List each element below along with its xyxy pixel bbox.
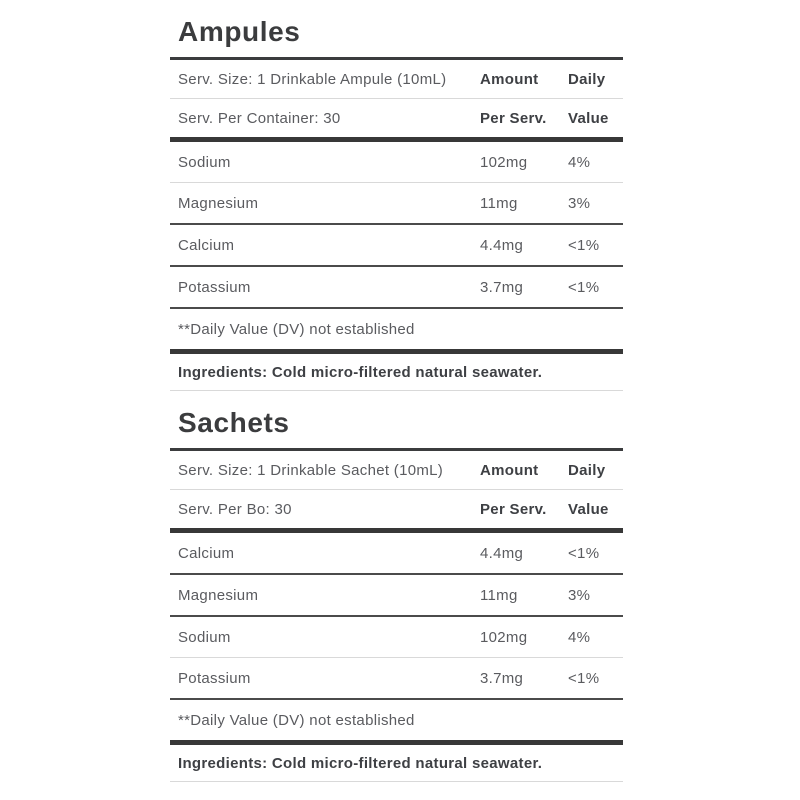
nutrient-row [170, 183, 623, 225]
servings-per-row [170, 99, 623, 142]
nutrient-amount: 102mg [480, 153, 528, 171]
nutrient-name: Sodium [178, 153, 231, 171]
daily-value-note: **Daily Value (DV) not established [178, 320, 415, 338]
ingredients-text: Ingredients: Cold micro-filtered natural seawater. [178, 363, 543, 381]
nutrient-daily-value: <1% [568, 669, 600, 687]
amount-column-header: Amount [480, 70, 539, 88]
nutrient-amount: 11mg [480, 586, 518, 604]
serving-size-label: Serv. Size: 1 Drinkable Ampule (10mL) [178, 70, 447, 88]
servings-per-label: Serv. Per Bo: 30 [178, 500, 292, 518]
serving-size-row [170, 451, 623, 490]
daily-value-note-row [170, 309, 623, 354]
servings-per-row [170, 490, 623, 533]
nutrient-name: Potassium [178, 669, 251, 687]
nutrient-amount: 4.4mg [480, 544, 524, 562]
value-column-header: Value [568, 109, 609, 127]
daily-value-note-row [170, 700, 623, 745]
nutrient-name: Sodium [178, 628, 231, 646]
section-title: Ampules [178, 16, 301, 47]
nutrient-daily-value: 3% [568, 586, 591, 604]
nutrient-name: Calcium [178, 544, 235, 562]
nutrient-row [170, 617, 623, 658]
nutrient-amount: 4.4mg [480, 236, 524, 254]
nutrient-row [170, 267, 623, 309]
nutrient-daily-value: 3% [568, 194, 591, 212]
nutrient-row [170, 575, 623, 617]
amount-column-header: Amount [480, 461, 539, 479]
nutrient-row [170, 658, 623, 700]
nutrient-row [170, 225, 623, 267]
nutrient-daily-value: <1% [568, 544, 600, 562]
daily-column-header: Daily [568, 70, 606, 88]
nutrient-amount: 102mg [480, 628, 528, 646]
daily-value-note: **Daily Value (DV) not established [178, 711, 415, 729]
nutrient-amount: 11mg [480, 194, 518, 212]
ingredients-text: Ingredients: Cold micro-filtered natural seawater. [178, 754, 543, 772]
servings-per-label: Serv. Per Container: 30 [178, 109, 341, 127]
nutrient-row [170, 142, 623, 183]
panel-sachets [170, 391, 623, 782]
daily-column-header: Daily [568, 461, 606, 479]
nutrient-daily-value: <1% [568, 236, 600, 254]
nutrient-row [170, 533, 623, 575]
nutrient-name: Potassium [178, 278, 251, 296]
nutrient-daily-value: 4% [568, 628, 591, 646]
serving-size-label: Serv. Size: 1 Drinkable Sachet (10mL) [178, 461, 444, 479]
section-title: Sachets [178, 407, 290, 438]
serving-size-row [170, 60, 623, 99]
per-serv-column-header: Per Serv. [480, 109, 547, 127]
nutrition-sheet [170, 0, 623, 782]
nutrient-name: Magnesium [178, 586, 259, 604]
nutrient-daily-value: 4% [568, 153, 591, 171]
ingredients-row [170, 354, 623, 391]
nutrient-amount: 3.7mg [480, 669, 524, 687]
nutrient-name: Magnesium [178, 194, 259, 212]
nutrient-amount: 3.7mg [480, 278, 524, 296]
nutrient-daily-value: <1% [568, 278, 600, 296]
value-column-header: Value [568, 500, 609, 518]
panel-ampules [170, 0, 623, 391]
ingredients-row [170, 745, 623, 782]
per-serv-column-header: Per Serv. [480, 500, 547, 518]
nutrient-name: Calcium [178, 236, 235, 254]
